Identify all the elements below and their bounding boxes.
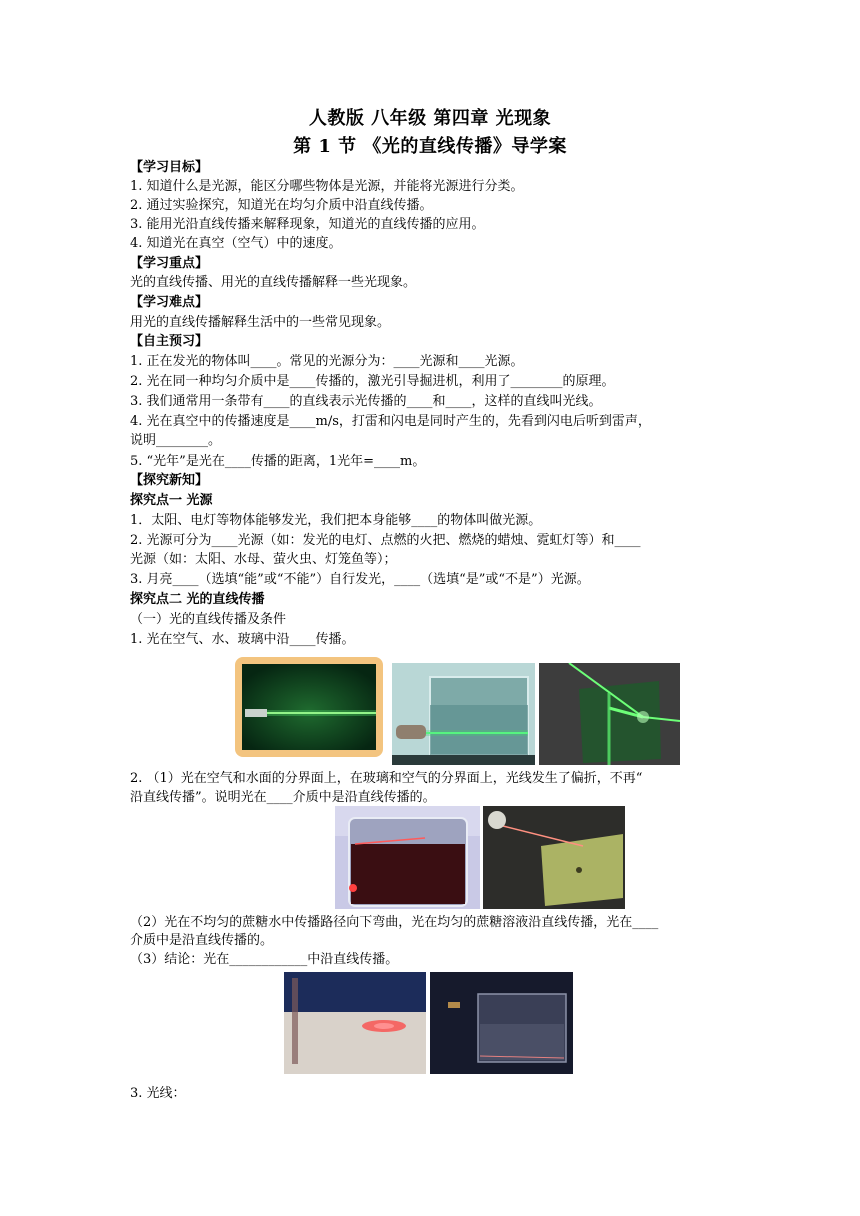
laser-glass-plate-photo bbox=[483, 806, 625, 909]
preview-item: 1. 正在发光的物体叫____。常见的光源分为：____光源和____光源。 bbox=[130, 354, 524, 369]
point2-item: 2. （1）光在空气和水面的分界面上，在玻璃和空气的分界面上，光线发生了偏折，不再“ bbox=[130, 771, 643, 786]
explore-heading: 【探究新知】 bbox=[130, 473, 209, 488]
laser-in-air-photo bbox=[235, 657, 383, 757]
difficulties-text: 用光的直线传播解释生活中的一些常见现象。 bbox=[130, 315, 391, 330]
point2-heading: 探究点二 光的直线传播 bbox=[130, 592, 265, 607]
preview-item: 4. 光在真空中的传播速度是____m/s，打雷和闪电是同时产生的，先看到闪电后听到雷声， bbox=[130, 414, 651, 429]
key-points-heading: 【学习重点】 bbox=[130, 256, 209, 271]
goal-item: 1. 知道什么是光源，能区分哪些物体是光源，并能将光源进行分类。 bbox=[130, 179, 524, 194]
preview-item: 说明________。 bbox=[130, 433, 222, 448]
point1-item: 光源（如：太阳、水母、萤火虫、灯笼鱼等）； bbox=[130, 552, 397, 567]
laser-in-glass-photo bbox=[539, 663, 680, 765]
laser-beaker-photo bbox=[335, 806, 480, 909]
difficulties-heading: 【学习难点】 bbox=[130, 295, 209, 310]
laser-in-water-tank-photo bbox=[392, 663, 535, 765]
document-title: 人教版 八年级 第四章 光现象 bbox=[308, 108, 552, 129]
key-points-text: 光的直线传播、用光的直线传播解释一些光现象。 bbox=[130, 275, 417, 290]
point1-item: 3. 月亮____（选填“能”或“不能”）自行发光，____（选填“是”或“不是”）光源。 bbox=[130, 572, 590, 587]
preview-heading: 【自主预习】 bbox=[130, 334, 209, 349]
goals-heading: 【学习目标】 bbox=[130, 160, 209, 175]
goal-item: 2. 通过实验探究，知道光在均匀介质中沿直线传播。 bbox=[130, 198, 433, 213]
preview-item: 2. 光在同一种均匀介质中是____传播的，激光引导掘进机，利用了________的原理。 bbox=[130, 374, 615, 389]
goal-item: 4. 知道光在真空（空气）中的速度。 bbox=[130, 236, 342, 251]
document-subtitle: 第 1 节 《光的直线传播》导学案 bbox=[293, 136, 567, 157]
point2-item: （2）光在不均匀的蔗糖水中传播路径向下弯曲，光在均匀的蔗糖溶液沿直线传播，光在____ bbox=[130, 915, 659, 930]
point2-sub-heading: （一）光的直线传播及条件 bbox=[130, 612, 287, 627]
sugar-solution-straight-beam-photo bbox=[430, 972, 573, 1074]
point1-heading: 探究点一 光源 bbox=[130, 493, 213, 508]
point1-item: 1．太阳、电灯等物体能够发光，我们把本身能够____的物体叫做光源。 bbox=[130, 513, 542, 528]
point2-item: 沿直线传播”。说明光在____介质中是沿直线传播的。 bbox=[130, 790, 436, 805]
goal-item: 3. 能用光沿直线传播来解释现象，知道光的直线传播的应用。 bbox=[130, 217, 485, 232]
point2-item: 介质中是沿直线传播的。 bbox=[130, 933, 274, 948]
point1-item: 2. 光源可分为____光源（如：发光的电灯、点燃的火把、燃烧的蜡烛、霓虹灯等）和____ bbox=[130, 533, 641, 548]
point2-conclusion: （3）结论：光在____________中沿直线传播。 bbox=[130, 952, 399, 967]
point2-item: 1. 光在空气、水、玻璃中沿____传播。 bbox=[130, 632, 355, 647]
point2-item: 3. 光线： bbox=[130, 1086, 186, 1101]
sugar-water-bent-beam-photo bbox=[284, 972, 426, 1074]
preview-item: 3. 我们通常用一条带有____的直线表示光传播的____和____，这样的直线叫光线。 bbox=[130, 394, 602, 409]
preview-item: 5. “光年”是光在____传播的距离，1光年=____m。 bbox=[130, 454, 426, 469]
